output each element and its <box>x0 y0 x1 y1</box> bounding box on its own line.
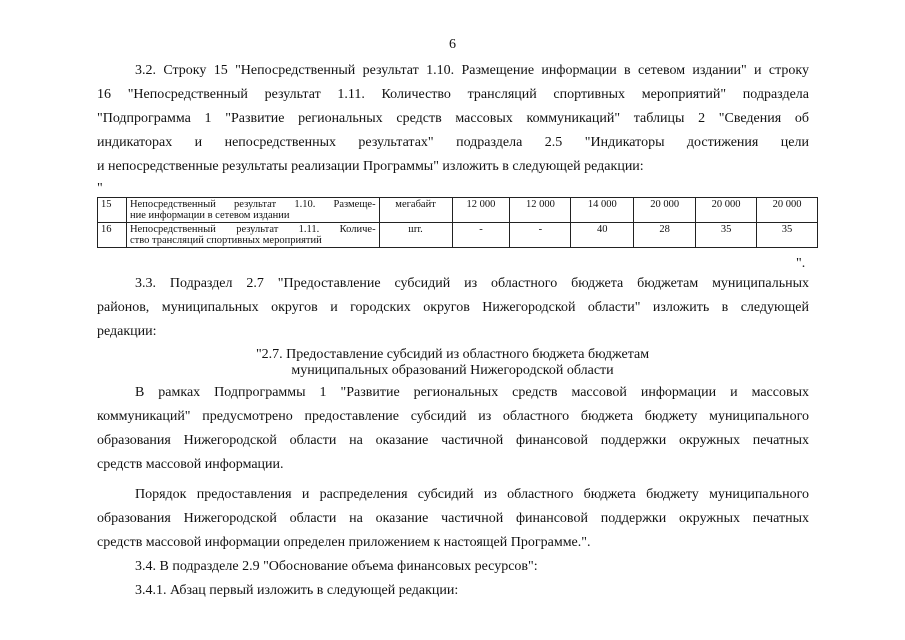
paragraph-3-2 <box>97 59 809 179</box>
row-value: 14 000 <box>571 198 634 223</box>
row-value: 28 <box>634 223 696 248</box>
row-value: 35 <box>696 223 757 248</box>
paragraph-line: образования Нижегородской области на оказание частичной финансовой поддержки окружных печатных <box>97 433 809 448</box>
row-value: 40 <box>571 223 634 248</box>
paragraph-line: и непосредственные результаты реализации Программы" изложить в следующей редакции: <box>97 159 644 174</box>
row-unit: мегабайт <box>379 198 452 223</box>
paragraph-subsidy-order <box>97 483 809 555</box>
paragraph-line: 16 "Непосредственный результат 1.11. Количество трансляций спортивных мероприятий" подраздела <box>97 87 809 102</box>
row-value: 20 000 <box>757 198 818 223</box>
row-value: 20 000 <box>696 198 757 223</box>
row-value: - <box>452 223 510 248</box>
row-value: 35 <box>757 223 818 248</box>
row-value: 12 000 <box>452 198 510 223</box>
row-name: Непосредственный результат 1.10. Размеще- ние информации в сетевом издании <box>126 198 379 223</box>
row-value: - <box>510 223 571 248</box>
paragraph-line: В рамках Подпрограммы 1 "Развитие региональных средств массовой информации и массовых <box>135 385 809 400</box>
paragraph-line: индикаторах и непосредственных результатах" подраздела 2.5 "Индикаторы достижения цели <box>97 135 809 150</box>
paragraph-line: коммуникаций" предусмотрено предоставление субсидий из областного бюджета бюджету муниципального <box>97 409 809 424</box>
section-heading-line2: муниципальных образований Нижегородской области <box>291 363 614 378</box>
paragraph-line: 3.2. Строку 15 "Непосредственный результат 1.10. Размещение информации в сетевом издании" и строку <box>135 63 809 78</box>
section-heading: "2.7. Предоставление субсидий из областного бюджета бюджетам <box>255 347 650 362</box>
paragraph-line: редакции: <box>97 324 157 339</box>
paragraph-line: Порядок предоставления и распределения субсидий из областного бюджета бюджету муниципального <box>135 487 809 502</box>
paragraph-line: средств массовой информации. <box>97 457 284 472</box>
paragraph-3-3 <box>97 272 809 344</box>
results-table <box>97 197 818 248</box>
paragraph-subsidy-intro <box>97 381 809 477</box>
paragraph-line: 3.4. В подразделе 2.9 "Обоснование объема финансовых ресурсов": <box>135 559 538 574</box>
paragraph-line: средств массовой информации определен приложением к настоящей Программе.". <box>97 535 591 550</box>
open-quote: " <box>97 181 103 196</box>
paragraph-line: образования Нижегородской области на оказание частичной финансовой поддержки окружных печатных <box>97 511 809 526</box>
table-row <box>98 198 818 223</box>
close-quote: ". <box>796 256 806 271</box>
row-name: Непосредственный результат 1.11. Количе- ство трансляций спортивных мероприятий <box>126 223 379 248</box>
paragraph-line: районов, муниципальных округов и городских округов Нижегородской области" изложить в следующей <box>97 300 809 315</box>
page-number: 6 <box>449 37 456 52</box>
row-number: 16 <box>98 223 127 248</box>
paragraph-line: "Подпрограмма 1 "Развитие региональных средств массовых коммуникаций" таблицы 2 "Сведения об <box>97 111 809 126</box>
paragraph-line: 3.3. Подраздел 2.7 "Предоставление субсидий из областного бюджета бюджетам муниципальных <box>135 276 809 291</box>
paragraph-line: 3.4.1. Абзац первый изложить в следующей редакции: <box>135 583 459 598</box>
paragraph-3-4 <box>97 555 809 603</box>
row-value: 20 000 <box>634 198 696 223</box>
row-value: 12 000 <box>510 198 571 223</box>
table-row <box>98 223 818 248</box>
row-number: 15 <box>98 198 127 223</box>
row-unit: шт. <box>379 223 452 248</box>
